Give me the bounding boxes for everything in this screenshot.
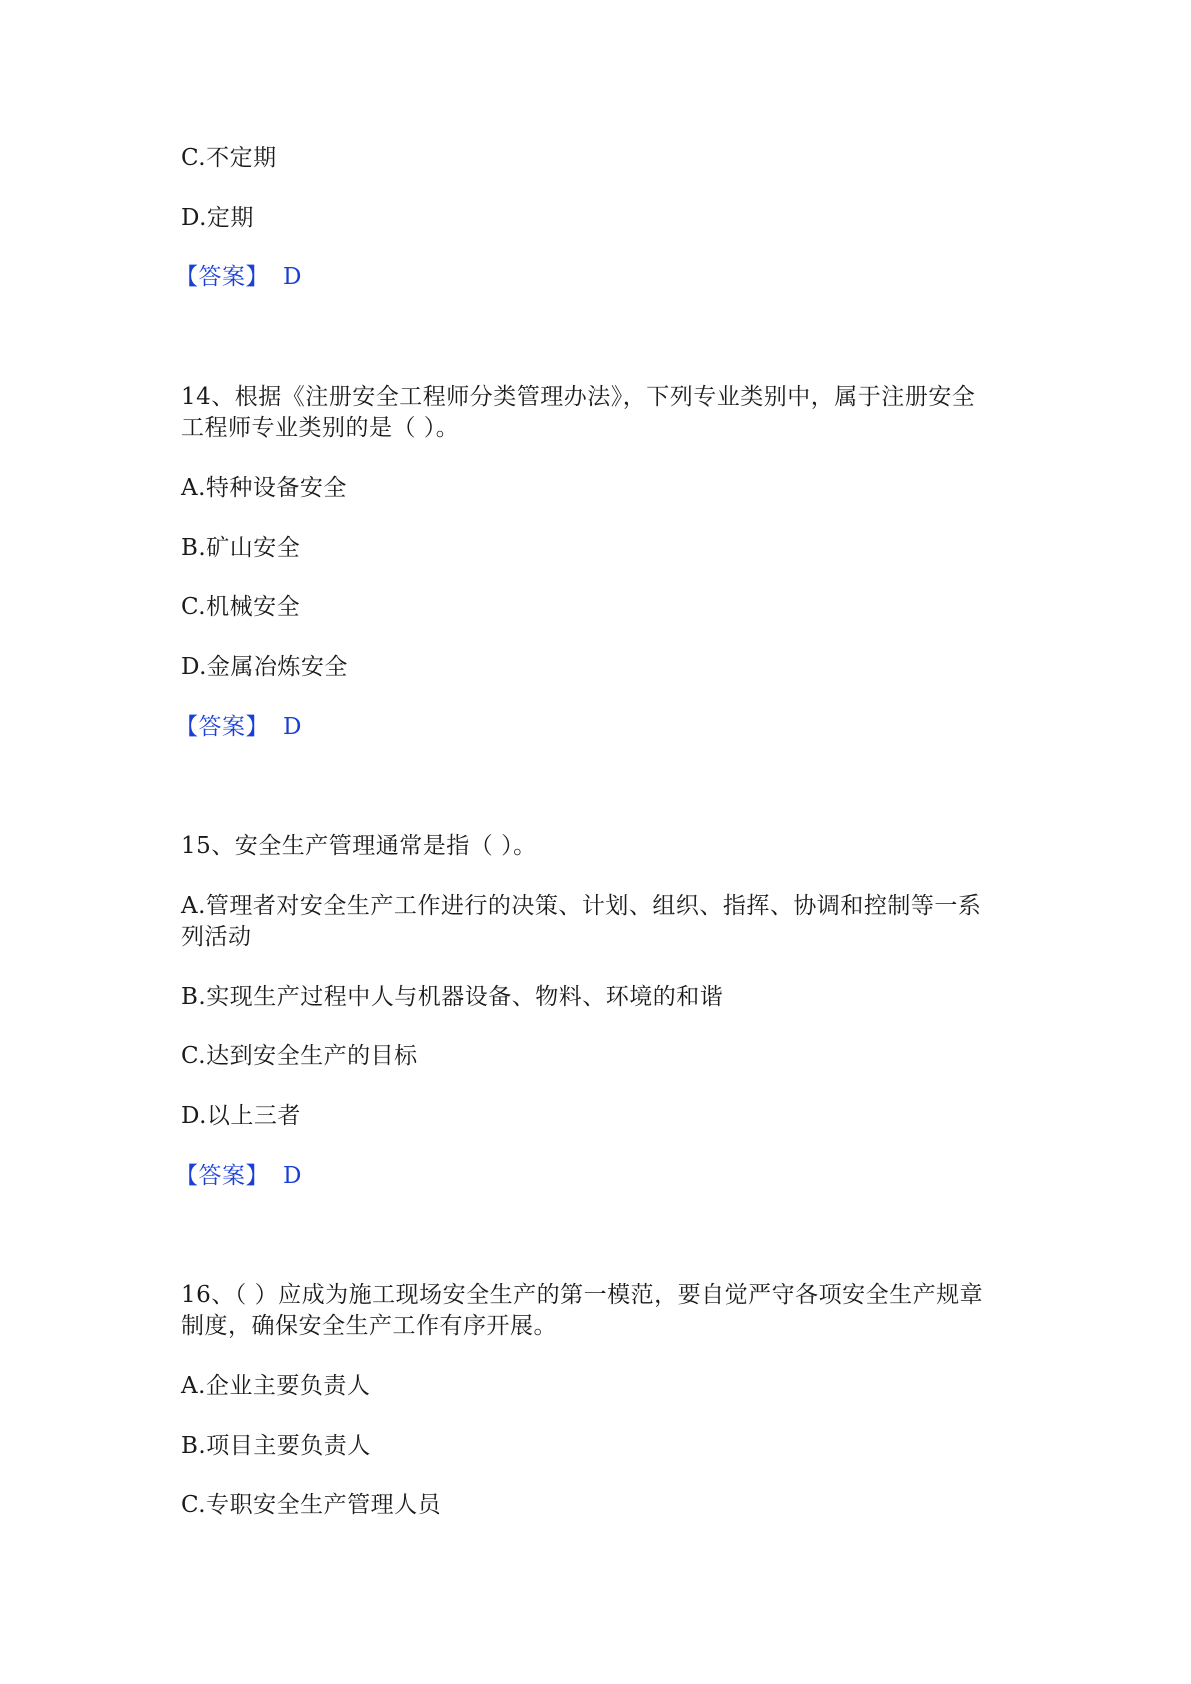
q15-option-a-line-1: A.管理者对安全生产工作进行的决策、计划、组织、指挥、协调和控制等一系 xyxy=(181,893,982,919)
q15-option-a-line-2: 列活动 xyxy=(181,924,252,950)
q16-option-c: C.专职安全生产管理人员 xyxy=(181,1492,442,1518)
q14-stem-line-2: 工程师专业类别的是（ ）。 xyxy=(181,415,460,441)
q14-option-a: A.特种设备安全 xyxy=(181,475,347,501)
answer-label: 【答案】 xyxy=(175,1163,269,1189)
q16-option-a: A.企业主要负责人 xyxy=(181,1373,371,1399)
q15-option-c: C.达到安全生产的目标 xyxy=(181,1043,418,1069)
q14-stem-line-1: 14、根据《注册安全工程师分类管理办法》，下列专业类别中，属于注册安全 xyxy=(181,384,976,410)
q14-option-c: C.机械安全 xyxy=(181,594,301,620)
q16-stem-line-2: 制度，确保安全生产工作有序开展。 xyxy=(181,1313,557,1339)
q15-option-b: B.实现生产过程中人与机器设备、物料、环境的和谐 xyxy=(181,984,724,1010)
q13-option-c: C.不定期 xyxy=(181,145,277,171)
answer-label: 【答案】 xyxy=(175,264,269,290)
answer-label: 【答案】 xyxy=(175,714,269,740)
q13-answer xyxy=(175,262,302,292)
q13-option-d: D.定期 xyxy=(181,205,254,231)
q15-answer xyxy=(175,1161,302,1191)
q16-stem-line-1: 16、（ ）应成为施工现场安全生产的第一模范，要自觉严守各项安全生产规章 xyxy=(181,1282,984,1308)
q15-stem: 15、安全生产管理通常是指（ ）。 xyxy=(181,833,537,859)
answer-value: D xyxy=(283,714,302,740)
q14-option-d: D.金属冶炼安全 xyxy=(181,654,348,680)
q14-answer xyxy=(175,712,302,742)
q15-option-d: D.以上三者 xyxy=(181,1103,301,1129)
q16-option-b: B.项目主要负责人 xyxy=(181,1433,371,1459)
answer-value: D xyxy=(283,264,302,290)
q14-option-b: B.矿山安全 xyxy=(181,535,301,561)
answer-value: D xyxy=(283,1163,302,1189)
